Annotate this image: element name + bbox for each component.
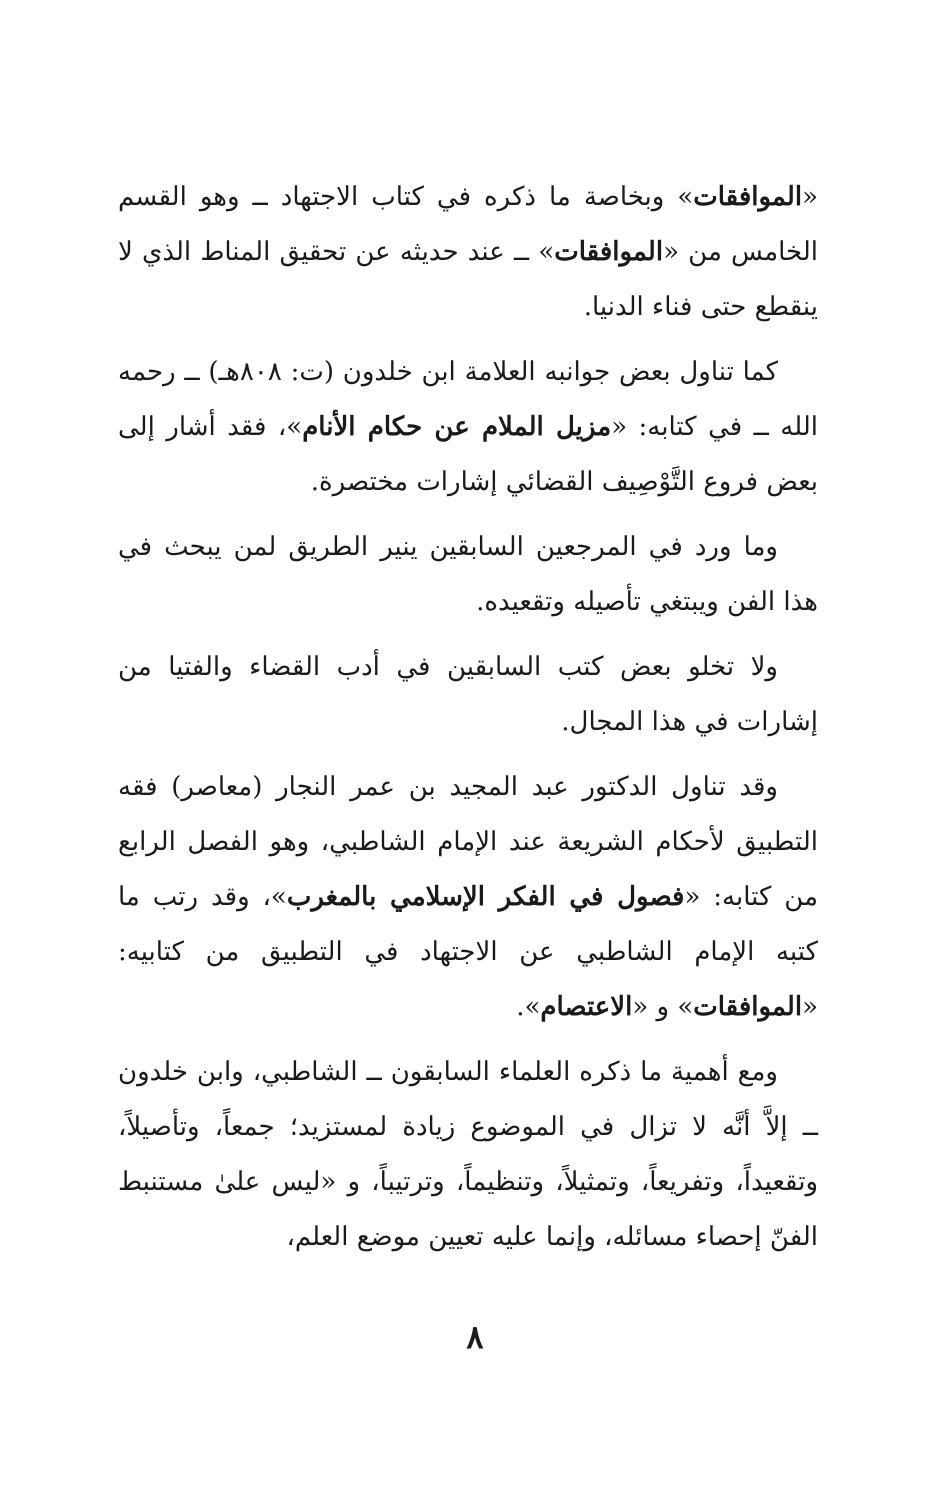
body-text: كما تناول بعض جوانبه العلامة ابن خلدون (ت: ٨٠٨هـ) ــ رحمه الله ــ في كتابه: «	[118, 357, 818, 442]
body-text: »، وقد رتب ما كتبه الإمام الشاطبي عن الاجتهاد في التطبيق من كتابيه: «	[118, 882, 818, 1022]
bold-title-text: الموافقات	[554, 237, 664, 267]
body-text: «	[802, 182, 818, 212]
body-text: وما ورد في المرجعين السابقين ينير الطريق لمن يبحث في هذا الفن ويبتغي تأصيله وتقعيده.	[118, 532, 818, 617]
paragraph	[118, 640, 818, 750]
paragraph	[118, 345, 818, 510]
body-text: » و «	[632, 992, 694, 1022]
body-text: ».	[516, 992, 541, 1022]
page-number: ٨	[466, 1318, 484, 1356]
body-text: » وبخاصة ما ذكره في كتاب الاجتهاد ــ وهو القسم الخامس من «	[118, 182, 818, 267]
bold-title-text: الموافقات	[693, 992, 803, 1022]
bold-title-text: الاعتصام	[540, 992, 633, 1022]
paragraph	[118, 520, 818, 630]
body-text: وقد تناول الدكتور عبد المجيد بن عمر النجار (معاصر) فقه التطبيق لأحكام الشريعة عند الإمام الشاطبي، وهو الفصل الرابع من كتابه: «	[118, 772, 818, 912]
body-text: »، فقد أشار إلى بعض فروع التَّوْصِيف القضائي إشارات مختصرة.	[118, 412, 818, 497]
paragraph	[118, 170, 818, 335]
bold-title-text: فصول في الفكر الإسلامي بالمغرب	[286, 882, 685, 912]
bold-title-text: مزيل الملام عن حكام الأنام	[302, 412, 612, 442]
page-body	[118, 170, 818, 1265]
body-text: ومع أهمية ما ذكره العلماء السابقون ــ الشاطبي، وابن خلدون ــ إلاَّ أنَّه لا تزال في الموضوع زيادة لمستزيد؛ جمعاً، وتأصيلاً، وتقعيداً، وتفريعاً، وتمثيلاً، وتنظيماً، وترتيباً، و «ليس علىٰ مستنبط الفنّ إحصاء مسائله، وإنما عليه تعيين موضع العلم،	[118, 1057, 818, 1252]
bold-title-text: الموافقات	[693, 182, 803, 212]
body-text: » ــ عند حديثه عن تحقيق المناط الذي لا ينقطع حتى فناء الدنيا.	[118, 237, 818, 322]
body-text: ولا تخلو بعض كتب السابقين في أدب القضاء والفتيا من إشارات في هذا المجال.	[118, 652, 818, 737]
paragraph	[118, 1045, 818, 1265]
paragraph	[118, 760, 818, 1035]
